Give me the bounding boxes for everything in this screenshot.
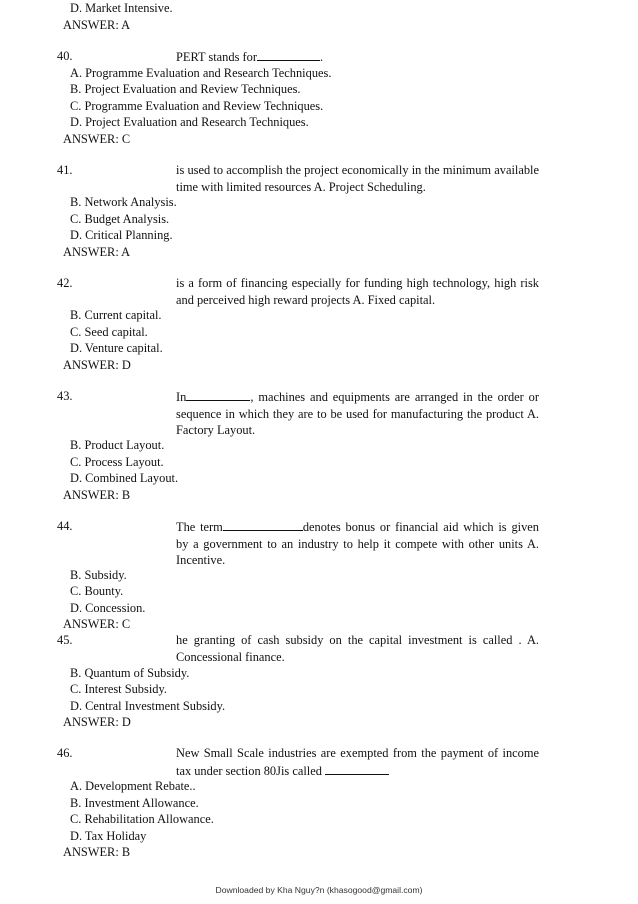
option-b: B. Quantum of Subsidy. [70, 666, 190, 680]
answer-line: ANSWER: B [63, 488, 131, 502]
option-b: B. Investment Allowance. [70, 796, 199, 810]
answer-blank [186, 388, 250, 401]
option-d: D. Tax Holiday [70, 829, 147, 843]
answer-line: ANSWER: A [63, 18, 131, 32]
download-footer: Downloaded by Kha Nguy?n (khasogood@gmail.com) [215, 885, 423, 895]
question-number: 45. [57, 633, 73, 647]
option-c: C. Seed capital. [70, 325, 148, 339]
option-b: B. Current capital. [70, 308, 162, 322]
answer-line: ANSWER: D [63, 358, 131, 372]
answer-line: ANSWER: D [63, 715, 131, 729]
option-d: D. Critical Planning. [70, 228, 173, 242]
question-number: 42. [57, 276, 73, 290]
question-text: he granting of cash subsidy on the capital investment is called . A. Concessional finance. [176, 633, 539, 664]
answer-line: ANSWER: A [63, 245, 131, 259]
option-b: B. Project Evaluation and Review Techniques. [70, 82, 301, 96]
option-a: A. Development Rebate.. [70, 779, 196, 793]
option-d: D. Combined Layout. [70, 471, 179, 485]
question-text: is a form of financing especially for funding high technology, high risk and perceived high reward projects A. Fixed capital. [176, 276, 539, 307]
option-d: D. Project Evaluation and Research Techniques. [70, 115, 309, 129]
answer-blank [325, 762, 389, 775]
question-text: New Small Scale industries are exempted from the payment of income tax under section 80Jis called [176, 746, 539, 778]
option-d: D. Venture capital. [70, 341, 163, 355]
question-number: 43. [57, 389, 73, 403]
option-b: B. Subsidy. [70, 568, 127, 582]
option-c: C. Programme Evaluation and Review Techniques. [70, 99, 324, 113]
question-number: 44. [57, 519, 73, 533]
question-number: 41. [57, 163, 73, 177]
option-c: C. Interest Subsidy. [70, 682, 167, 696]
question-number: 46. [57, 746, 73, 760]
option-d: D. Central Investment Subsidy. [70, 699, 226, 713]
answer-line: ANSWER: C [63, 132, 131, 146]
option-c: C. Rehabilitation Allowance. [70, 812, 214, 826]
option-d: D. Market Intensive. [70, 1, 173, 15]
question-text: is used to accomplish the project economically in the minimum available time with limited resources A. Project Scheduling. [176, 163, 539, 194]
option-c: C. Bounty. [70, 584, 124, 598]
question-number: 40. [57, 49, 73, 63]
answer-blank [257, 48, 320, 61]
answer-line: ANSWER: B [63, 845, 131, 859]
answer-line: ANSWER: C [63, 617, 131, 631]
option-b: B. Product Layout. [70, 438, 165, 452]
question-text: The term denotes bonus or financial aid which is given by a government to an industry to help it compete with other units A. Incentive. [176, 520, 539, 567]
answer-blank [223, 518, 303, 531]
option-c: C. Process Layout. [70, 455, 164, 469]
option-a: A. Programme Evaluation and Research Techniques. [70, 66, 332, 80]
option-c: C. Budget Analysis. [70, 212, 170, 226]
option-d: D. Concession. [70, 601, 146, 615]
question-text: PERT stands for . [176, 50, 324, 64]
option-b: B. Network Analysis. [70, 195, 177, 209]
question-text: In , machines and equipments are arranged in the order or sequence in which they are to be used for manufacturing the product A. Factory Layout. [176, 390, 539, 437]
